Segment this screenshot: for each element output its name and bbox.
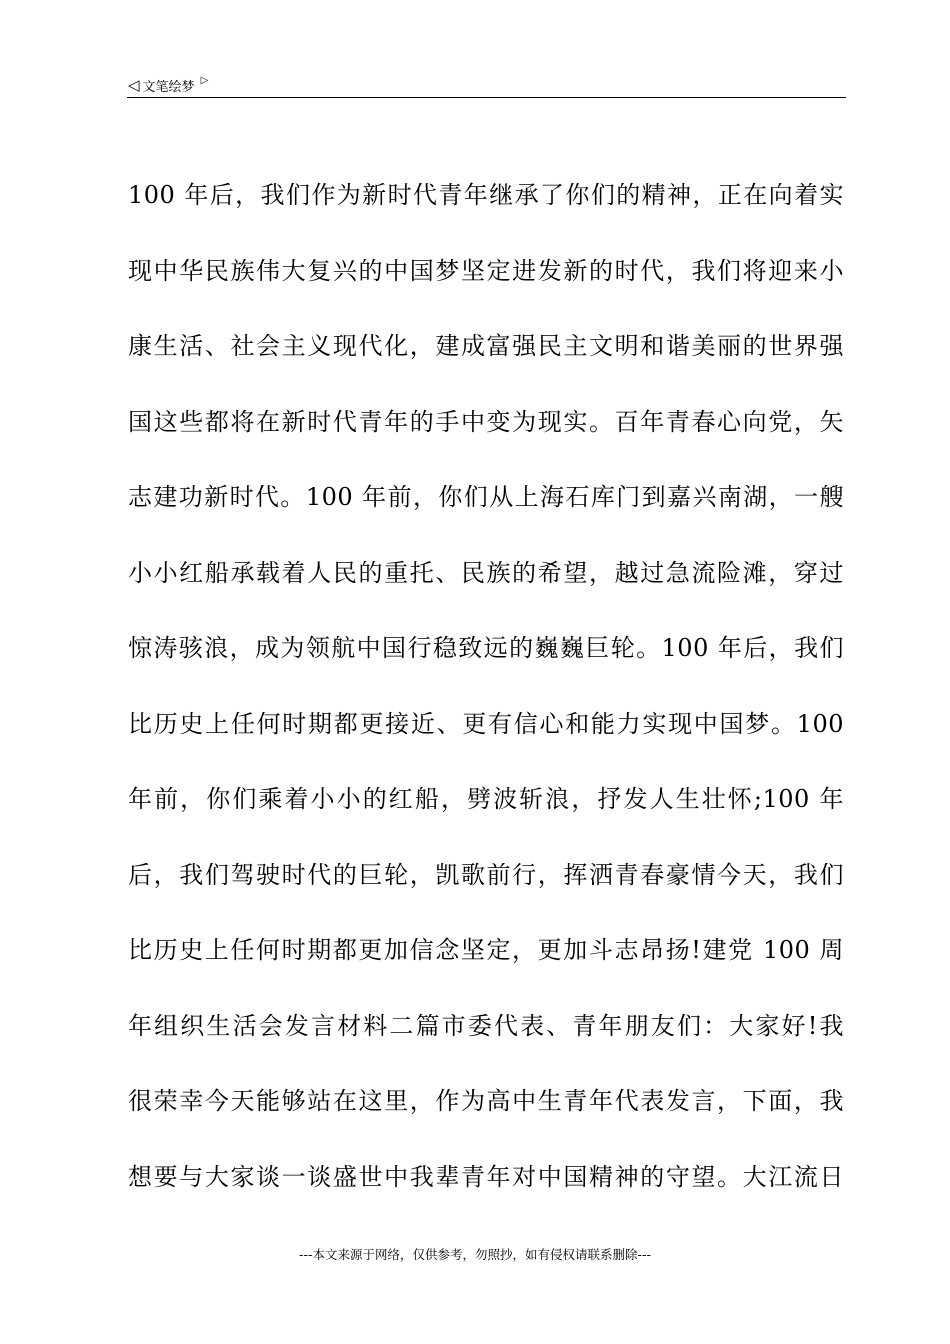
text-line: 比历史上任何时期都更加信念坚定，更加斗志昂扬!建党 100 周 xyxy=(128,936,844,964)
text-line: 很荣幸今天能够站在这里，作为高中生青年代表发言，下面，我 xyxy=(128,1087,844,1115)
text-line: 后，我们驾驶时代的巨轮，凯歌前行，挥洒青春豪情今天，我们 xyxy=(128,860,844,889)
header-divider xyxy=(127,97,846,98)
text-line: 惊涛骇浪，成为领航中国行稳致远的巍巍巨轮。100 年后，我们 xyxy=(128,634,844,662)
text-line: 小小红船承载着人民的重托、民族的希望，越过急流险滩，穿过 xyxy=(128,558,844,587)
header-title: 文笔绘梦 xyxy=(142,79,195,95)
text-line: 想要与大家谈一谈盛世中我辈青年对中国精神的守望。大江流日 xyxy=(128,1162,844,1191)
text-line: 国这些都将在新时代青年的手中变为现实。百年青春心向党，矢 xyxy=(128,407,844,436)
body-text xyxy=(128,172,844,1229)
text-line: 年前，你们乘着小小的红船，劈波斩浪，抒发人生壮怀;100 年 xyxy=(128,785,844,813)
text-line: 康生活、社会主义现代化，建成富强民主文明和谐美丽的世界强 xyxy=(128,332,844,360)
text-line: 比历史上任何时期都更接近、更有信心和能力实现中国梦。100 xyxy=(128,709,844,738)
text-line: 100 年后，我们作为新时代青年继承了你们的精神，正在向着实 xyxy=(128,181,844,209)
text-line: 志建功新时代。100 年前，你们从上海石库门到嘉兴南湖，一艘 xyxy=(128,483,844,511)
triangle-left-icon: ◁ xyxy=(128,75,140,94)
text-line: 现中华民族伟大复兴的中国梦坚定进发新的时代，我们将迎来小 xyxy=(128,256,844,285)
page-header xyxy=(128,74,208,96)
page-footer: ---本文来源于网络，仅供参考，勿照抄，如有侵权请联系删除--- xyxy=(298,1247,652,1262)
text-line: 年组织生活会发言材料二篇市委代表、青年朋友们：大家好!我 xyxy=(128,1011,844,1040)
triangle-right-icon: ▷ xyxy=(200,75,209,86)
